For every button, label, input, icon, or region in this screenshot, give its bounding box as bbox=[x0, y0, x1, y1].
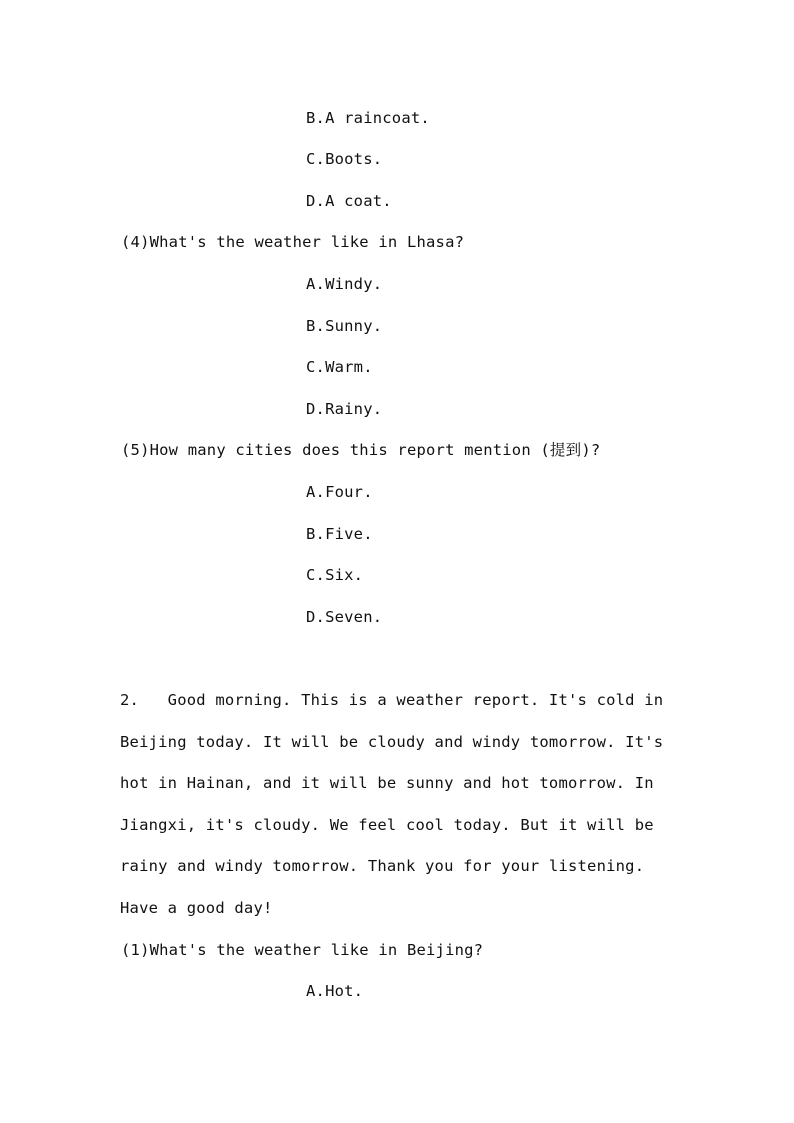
passage-line-4: Jiangxi, it's cloudy. We feel cool today. But it will be bbox=[120, 816, 654, 834]
q4-option-d: D.Rainy. bbox=[306, 400, 383, 418]
passage-line-5: rainy and windy tomorrow. Thank you for your listening. bbox=[120, 857, 645, 875]
q4-option-b: B.Sunny. bbox=[306, 317, 383, 335]
passage-line-2: Beijing today. It will be cloudy and windy tomorrow. It's bbox=[120, 733, 664, 751]
q3-option-d: D.A coat. bbox=[306, 192, 392, 210]
q4-question: (4)What's the weather like in Lhasa? bbox=[121, 233, 465, 251]
p2-q1-question: (1)What's the weather like in Beijing? bbox=[121, 941, 484, 959]
q5-option-b: B.Five. bbox=[306, 525, 373, 543]
passage-line-6: Have a good day! bbox=[120, 899, 273, 917]
q4-option-a: A.Windy. bbox=[306, 275, 383, 293]
q5-question: (5)How many cities does this report mention (提到)? bbox=[121, 441, 601, 459]
q3-option-c: C.Boots. bbox=[306, 150, 383, 168]
q4-option-c: C.Warm. bbox=[306, 358, 373, 376]
q5-option-d: D.Seven. bbox=[306, 608, 383, 626]
p2-q1-option-a: A.Hot. bbox=[306, 982, 364, 1000]
passage-line-1: 2. Good morning. This is a weather report. It's cold in bbox=[120, 691, 664, 709]
q5-option-c: C.Six. bbox=[306, 566, 364, 584]
q5-option-a: A.Four. bbox=[306, 483, 373, 501]
passage-line-3: hot in Hainan, and it will be sunny and hot tomorrow. In bbox=[120, 774, 654, 792]
q3-option-b: B.A raincoat. bbox=[306, 109, 430, 127]
